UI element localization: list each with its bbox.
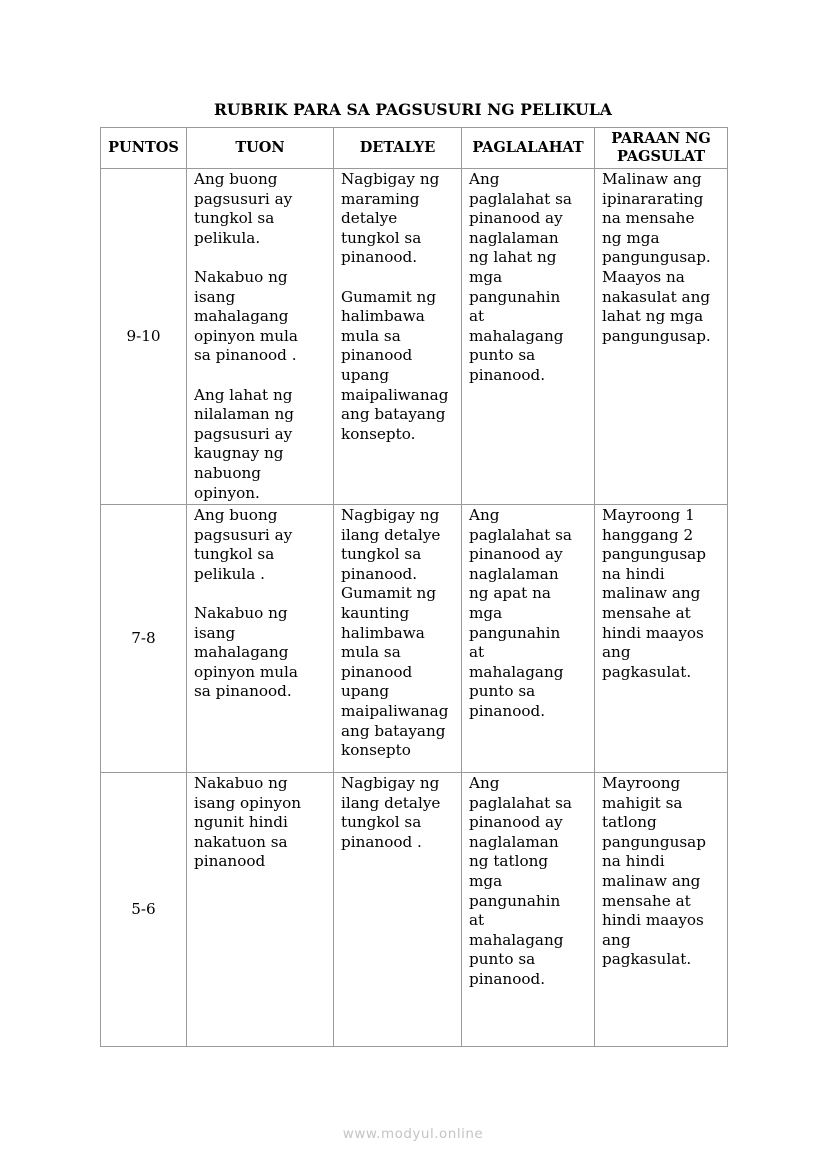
points-cell: 9-10 [101,169,187,505]
paglalahat-cell: Ang paglalahat sa pinanood ay naglalaman ng tatlong mga pangunahin at mahalagang punto sa pinanood. [462,773,595,1047]
paglalahat-cell: Ang paglalahat sa pinanood ay naglalaman ng apat na mga pangunahin at mahalagang punto sa pinanood. [462,505,595,773]
rubric-table [100,127,728,1047]
paglalahat-cell: Ang paglalahat sa pinanood ay naglalaman ng lahat ng mga pangunahin at mahalagang punto sa pinanood. [462,169,595,505]
table-row [101,169,728,505]
header-tuon: TUON [187,128,334,169]
points-cell: 5-6 [101,773,187,1047]
tuon-cell: Nakabuo ng isang opinyon ngunit hindi nakatuon sa pinanood [187,773,334,1047]
page-title: RUBRIK PARA SA PAGSUSURI NG PELIKULA [213,100,613,119]
detalye-cell: Nagbigay ng ilang detalye tungkol sa pinanood. Gumamit ng kaunting halimbawa mula sa pinanood upang maipaliwanag ang batayang konsepto [334,505,462,773]
header-detalye: DETALYE [334,128,462,169]
tuon-cell: Ang buong pagsusuri ay tungkol sa pelikula. Nakabuo ng isang mahalagang opinyon mula sa pinanood . Ang lahat ng nilalaman ng pagsusuri ay kaugnay ng nabuong opinyon. [187,169,334,505]
header-puntos: PUNTOS [101,128,187,169]
paraan-cell: Mayroong 1 hanggang 2 pangungusap na hindi malinaw ang mensahe at hindi maayos ang pagkasulat. [595,505,728,773]
paraan-cell: Malinaw ang ipinararating na mensahe ng mga pangungusap. Maayos na nakasulat ang lahat ng mga pangungusap. [595,169,728,505]
detalye-cell: Nagbigay ng maraming detalye tungkol sa pinanood. Gumamit ng halimbawa mula sa pinanood upang maipaliwanag ang batayang konsepto. [334,169,462,505]
table-row [101,505,728,773]
tuon-cell: Ang buong pagsusuri ay tungkol sa pelikula . Nakabuo ng isang mahalagang opinyon mula sa pinanood. [187,505,334,773]
watermark-footer: www.modyul.online [342,1126,484,1142]
table-header-row [101,128,728,169]
detalye-cell: Nagbigay ng ilang detalye tungkol sa pinanood . [334,773,462,1047]
header-paraan-ng-pagsulat: PARAAN NG PAGSULAT [595,128,728,169]
table-row [101,773,728,1047]
paraan-cell: Mayroong mahigit sa tatlong pangungusap na hindi malinaw ang mensahe at hindi maayos ang pagkasulat. [595,773,728,1047]
points-cell: 7-8 [101,505,187,773]
header-paglalahat: PAGLALAHAT [462,128,595,169]
